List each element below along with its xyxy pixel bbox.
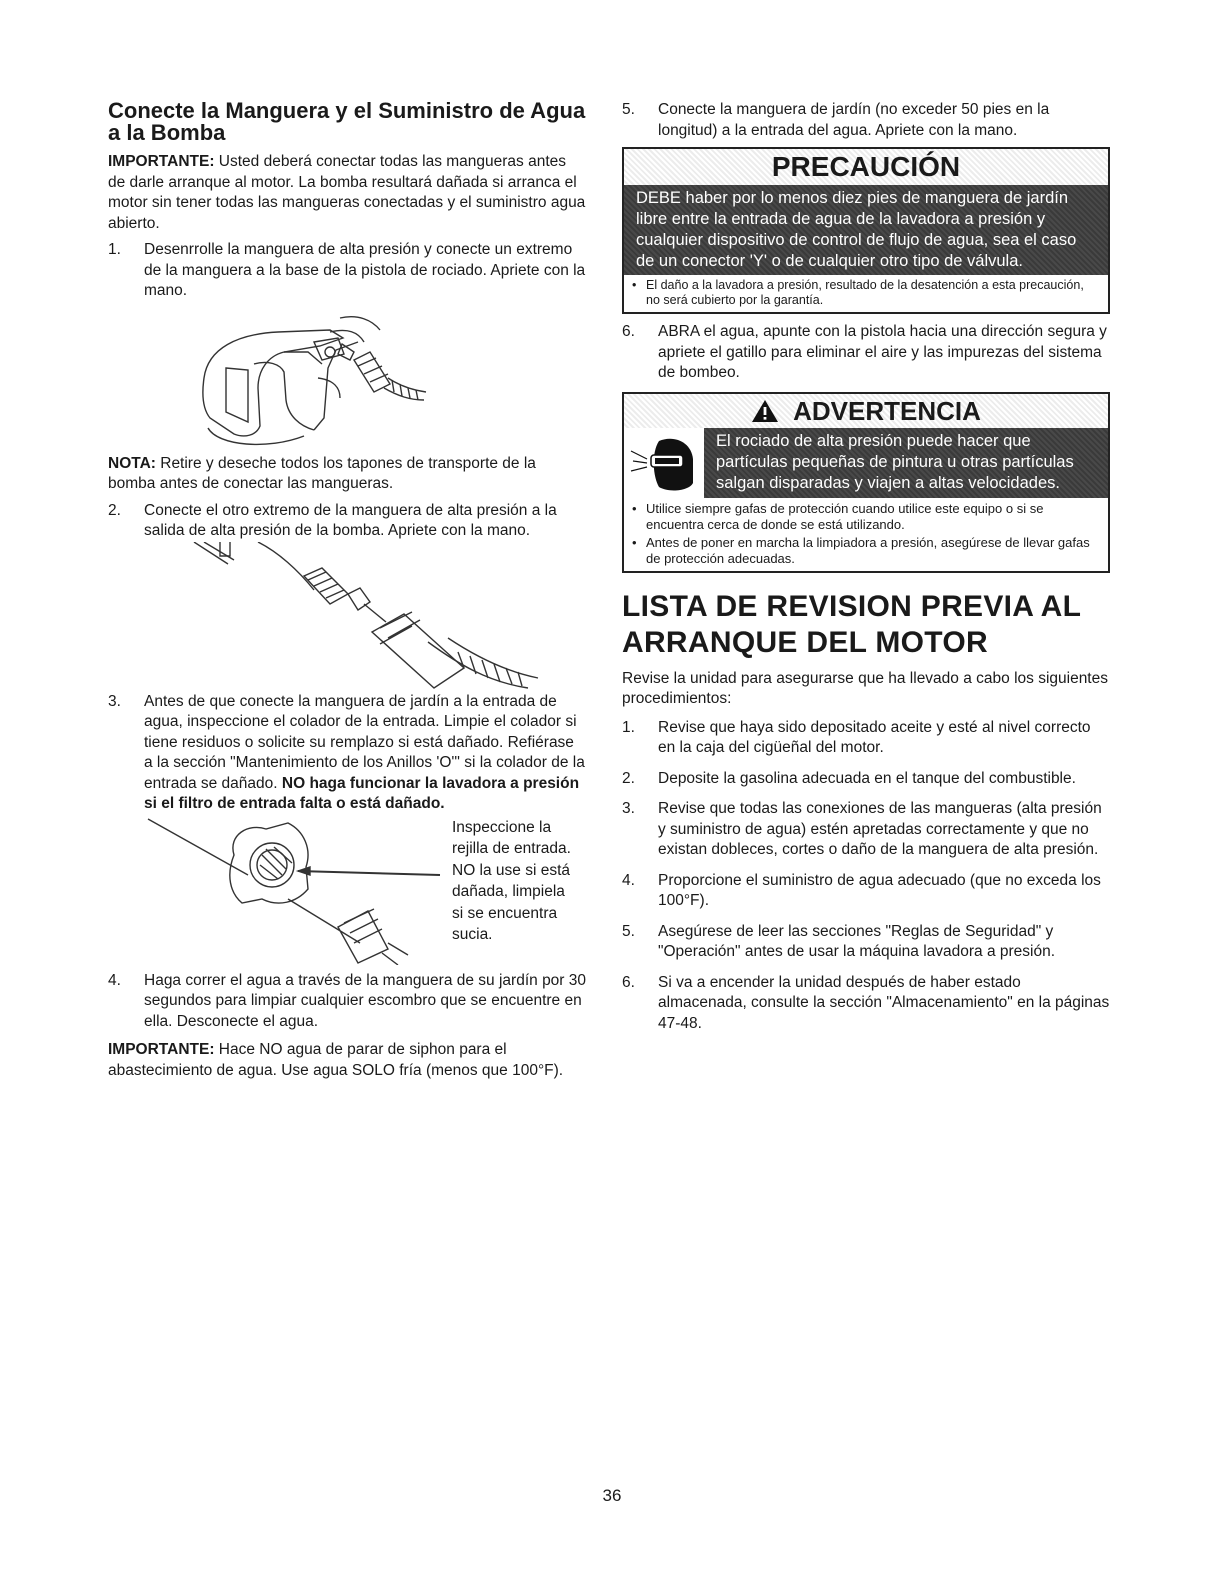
important-note-1: IMPORTANTE: Usted deberá conectar todas las mangueras antes de darle arranque al motor. La bomba resultará dañada si arranca el motor sin tener todas las mangueras conectadas y el suministro agua abierto. <box>108 153 586 232</box>
precaution-bullets <box>624 275 1108 312</box>
step-3: 3. Antes de que conecte la manguera de jardín a la entrada de agua, inspeccione el colador de la entrada. Limpie el colador si tiene residuos o solicite su remplazo si está dañado. Refiérase a la sección "Mantenimiento de los Anillos 'O'" si la colador de la entrada se dañado. NO haga funcionar la lavadora a presión si el filtro de entrada falta o está dañado. <box>108 692 585 812</box>
spray-gun-illustration <box>108 308 586 448</box>
list-item: 1. Revise que haya sido depositado aceite y esté al nivel correcto en la caja del cigüeñal del motor. <box>622 718 1091 756</box>
section-heading-hose: Conecte la Manguera y el Suministro de Agua a la Bomba <box>108 98 586 145</box>
warning-bullet: • Antes de poner en marcha la limpiadora a presión, asegúrese de llevar gafas de protección adecuadas. <box>632 534 1090 566</box>
warning-title: ADVERTENCIA <box>793 395 981 426</box>
list-item: 6. Si va a encender la unidad después de haber estado almacenada, consulte la sección "Almacenamiento" en la páginas 47-48. <box>622 973 1110 1032</box>
precaution-bullet: • El daño a la lavadora a presión, resultado de la desatención a esta precaución, no será cubierto por la garantía. <box>632 278 1084 307</box>
list-item: 5. Asegúrese de leer las secciones "Reglas de Seguridad" y "Operación" antes de usar la máquina lavadora a presión. <box>622 922 1056 960</box>
checklist-heading: LISTA DE REVISION PREVIA AL ARRANQUE DEL MOTOR <box>622 589 1081 659</box>
warning-triangle-icon <box>751 399 779 423</box>
eye-protection-icon <box>624 428 704 498</box>
pump-outlet-hose-illustration <box>108 542 586 692</box>
warning-title-bar <box>624 394 1108 428</box>
step-2: 2. Conecte el otro extremo de la manguera de alta presión a la salida de alta presión de la bomba. Apriete con la mano. <box>108 501 557 539</box>
inlet-screen-illustration <box>138 815 478 965</box>
warning-middle <box>624 428 1108 498</box>
checklist-intro: Revise la unidad para asegurarse que ha llevado a cabo los siguientes procedimientos: <box>622 669 1108 707</box>
precaution-title: PRECAUCIÓN <box>624 149 1108 185</box>
step-5: 5. Conecte la manguera de jardín (no exceder 50 pies en la longitud) a la entrada del agua. Apriete con la mano. <box>622 101 1050 139</box>
bullet-dot-icon: • <box>632 534 637 550</box>
step-6: 6. ABRA el agua, apunte con la pistola hacia una dirección segura y apriete el gatillo para eliminar el aire y las impurezas del sistema de bombeo. <box>622 323 1107 381</box>
precaution-text: DEBE haber por lo menos diez pies de manguera de jardín libre entre la entrada de agua de la lavadora a presión y cualquier dispositivo de control de flujo de agua, sea el caso de un conector 'Y' o de cualquier otro tipo de válvula. <box>624 185 1108 275</box>
list-item: 2. Deposite la gasolina adecuada en el tanque del combustible. <box>622 769 1076 787</box>
bullet-dot-icon: • <box>632 278 637 292</box>
left-column <box>108 100 586 1081</box>
step-1: 1. Desenrrolle la manguera de alta presión y conecte un extremo de la manguera a la base de la pistola de rociado. Apriete con la mano. <box>108 241 586 299</box>
precaution-box <box>622 147 1110 314</box>
warning-bullet: • Utilice siempre gafas de protección cuando utilice este equipo o si se encuentra cerca de donde se está utilizando. <box>632 500 1044 532</box>
checklist <box>622 718 1110 1035</box>
right-column <box>622 100 1110 1044</box>
warning-box <box>622 392 1110 573</box>
list-item: 3. Revise que todas las conexiones de las mangueras (alta presión y suministro de agua) estén apretadas correctamente y que no existan dobleces, cortes o daño de la manguera de alta presión. <box>622 800 1102 858</box>
warning-text: El rociado de alta presión puede hacer que partículas pequeñas de pintura u otras partículas salgan disparadas y viajen a altas velocidades. <box>704 428 1108 498</box>
list-item: 4. Proporcione el suministro de agua adecuado (que no exceda los 100°F). <box>622 871 1101 909</box>
inlet-screen-callout: Inspeccione la rejilla de entrada. NO la use si está dañada, limpiela si se encuentra sucia. <box>452 818 571 943</box>
page-number: 36 <box>602 1486 622 1505</box>
warning-bullets <box>624 498 1108 571</box>
nota-note: NOTA: Retire y deseche todos los tapones de transporte de la bomba antes de conectar las mangueras. <box>108 454 536 492</box>
step-4: 4. Haga correr el agua a través de la manguera de su jardín por 30 segundos para limpiar cualquier escombro que se encuentre en ella. Desconecte el agua. <box>108 971 587 1030</box>
bullet-dot-icon: • <box>632 500 637 516</box>
important-note-2: IMPORTANTE: Hace NO agua de parar de siphon para el abastecimiento de agua. Use agua SOLO fría (menos que 100°F). <box>108 1041 564 1079</box>
inlet-screen-figure <box>108 815 586 965</box>
